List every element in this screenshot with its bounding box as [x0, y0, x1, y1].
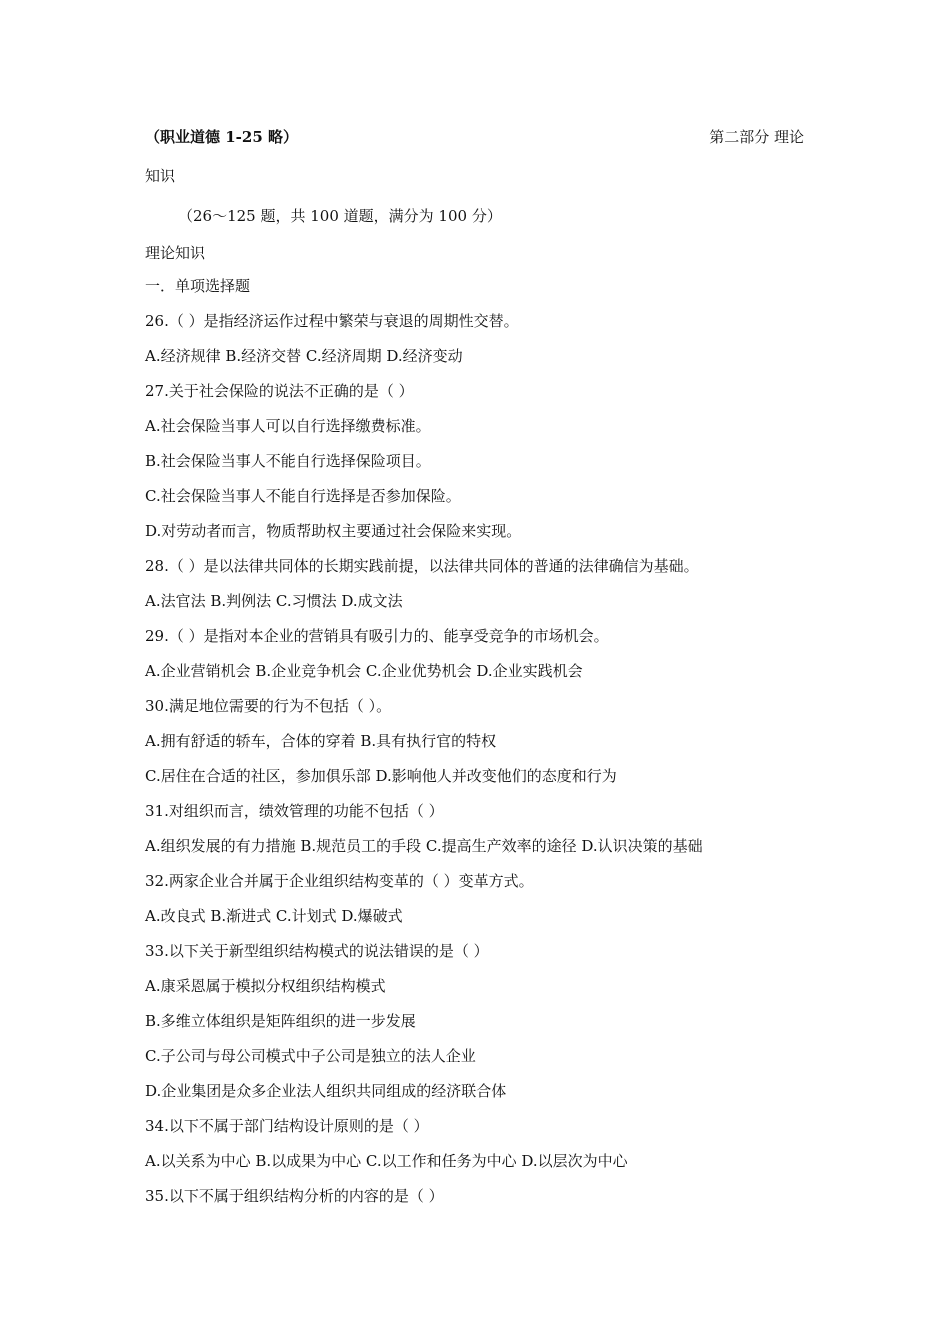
question-26: 26.（ ）是指经济运作过程中繁荣与衰退的周期性交替。 — [145, 312, 519, 330]
question-26-options: A.经济规律 B.经济交替 C.经济周期 D.经济变动 — [145, 347, 463, 365]
question-33-option-a: A.康采恩属于模拟分权组织结构模式 — [145, 977, 386, 995]
question-30-options-cd: C.居住在合适的社区，参加俱乐部 D.影响他人并改变他们的态度和行为 — [145, 767, 617, 785]
question-32: 32.两家企业合并属于企业组织结构变革的（ ）变革方式。 — [145, 872, 534, 890]
question-29-options: A.企业营销机会 B.企业竞争机会 C.企业优势机会 D.企业实践机会 — [145, 662, 583, 680]
question-35: 35.以下不属于组织结构分析的内容的是（ ） — [145, 1187, 444, 1205]
question-type-heading: 一．单项选择题 — [145, 277, 251, 295]
question-27: 27.关于社会保险的说法不正确的是（ ） — [145, 382, 414, 400]
subsection-title: 理论知识 — [145, 244, 206, 262]
question-33-option-d: D.企业集团是众多企业法人组织共同组成的经济联合体 — [145, 1082, 507, 1100]
question-31-options: A.组织发展的有力措施 B.规范员工的手段 C.提高生产效率的途径 D.认识决策的基础 — [145, 837, 703, 855]
question-28-options: A.法官法 B.判例法 C.习惯法 D.成文法 — [145, 592, 403, 610]
header-right-title: 第二部分 理论 — [709, 128, 804, 146]
header-left-note: （职业道德 1-25 略） — [145, 128, 298, 146]
question-30-options-ab: A.拥有舒适的轿车，合体的穿着 B.具有执行官的特权 — [145, 732, 497, 750]
question-33: 33.以下关于新型组织结构模式的说法错误的是（ ） — [145, 942, 489, 960]
question-30: 30.满足地位需要的行为不包括（ ）。 — [145, 697, 392, 715]
question-34: 34.以下不属于部门结构设计原则的是（ ） — [145, 1117, 429, 1135]
question-27-option-d: D.对劳动者而言，物质帮助权主要通过社会保险来实现。 — [145, 522, 522, 540]
question-31: 31.对组织而言，绩效管理的功能不包括（ ） — [145, 802, 444, 820]
question-34-options: A.以关系为中心 B.以成果为中心 C.以工作和任务为中心 D.以层次为中心 — [145, 1152, 628, 1170]
question-29: 29.（ ）是指对本企业的营销具有吸引力的、能享受竞争的市场机会。 — [145, 627, 609, 645]
question-32-options: A.改良式 B.渐进式 C.计划式 D.爆破式 — [145, 907, 403, 925]
question-28: 28.（ ）是以法律共同体的长期实践前提，以法律共同体的普通的法律确信为基础。 — [145, 557, 699, 575]
question-27-option-c: C.社会保险当事人不能自行选择是否参加保险。 — [145, 487, 461, 505]
question-27-option-a: A.社会保险当事人可以自行选择缴费标准。 — [145, 417, 431, 435]
section-instructions: （26～125 题，共 100 道题，满分为 100 分） — [178, 207, 502, 225]
section-title-continuation: 知识 — [145, 167, 176, 185]
question-33-option-c: C.子公司与母公司模式中子公司是独立的法人企业 — [145, 1047, 476, 1065]
question-33-option-b: B.多维立体组织是矩阵组织的进一步发展 — [145, 1012, 416, 1030]
question-27-option-b: B.社会保险当事人不能自行选择保险项目。 — [145, 452, 431, 470]
